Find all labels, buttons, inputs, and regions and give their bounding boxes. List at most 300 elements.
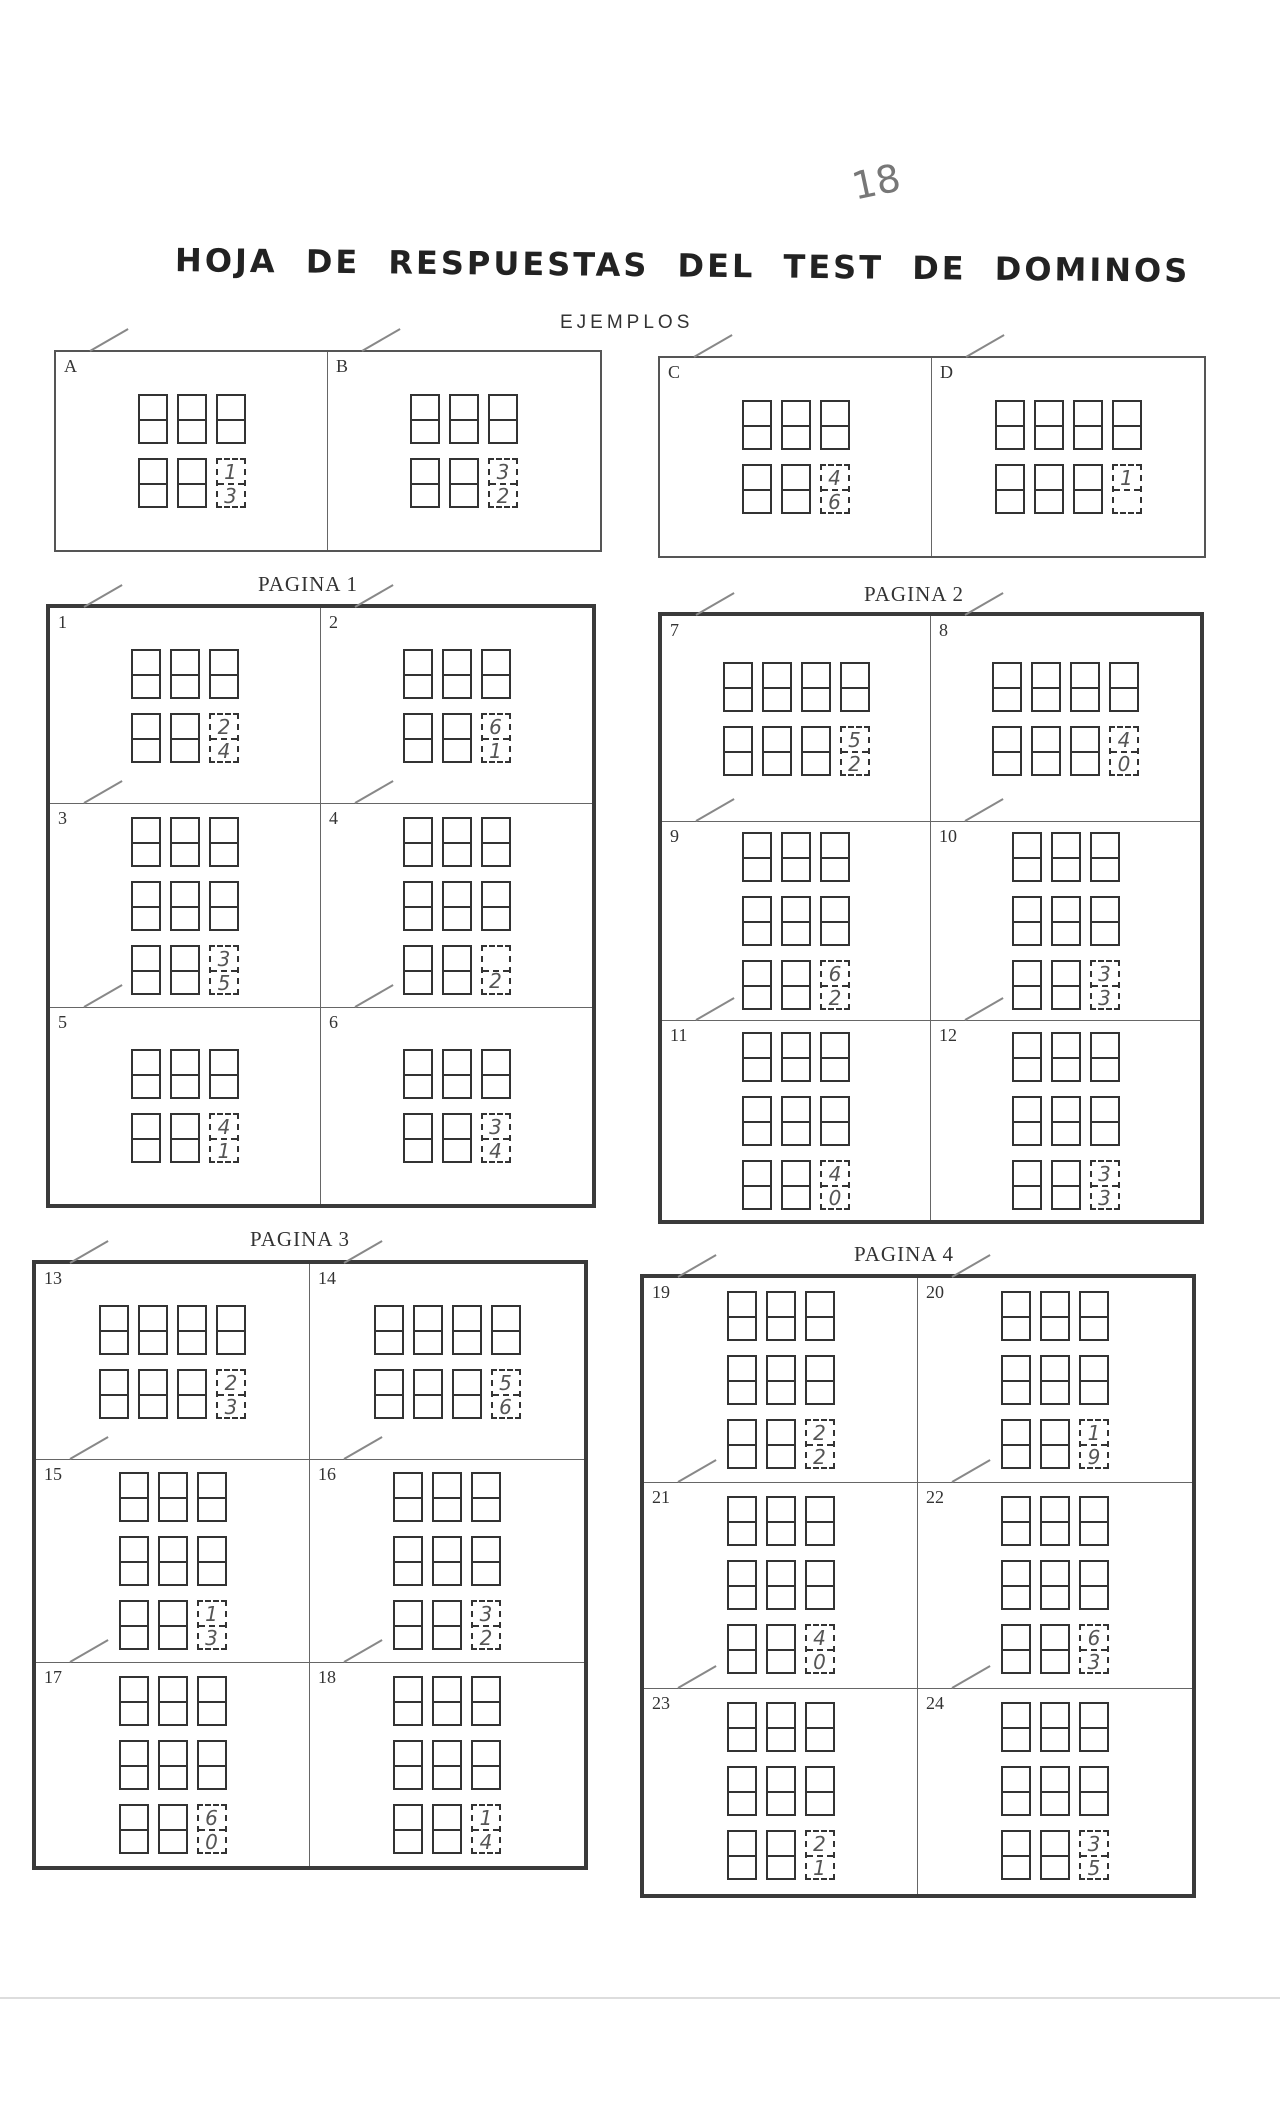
domino-pattern [393,1676,501,1854]
domino-tile [471,1740,501,1790]
domino-row [403,945,511,995]
check-mark-icon [694,334,733,358]
domino-tile [197,1676,227,1726]
domino-tile [1112,400,1142,450]
answer-top-value: 3 [217,946,231,971]
item-number: 7 [670,620,679,641]
domino-tile [723,662,753,712]
answer-domino[interactable] [1079,1624,1109,1674]
item-number: A [64,356,77,377]
answer-domino[interactable] [1079,1830,1109,1880]
answer-top-value: 6 [205,1805,218,1830]
answer-domino[interactable] [1112,464,1142,514]
domino-tile [1079,1702,1109,1752]
domino-tile [781,400,811,450]
answer-top-value: 2 [224,1370,238,1395]
domino-tile [197,1740,227,1790]
domino-row [727,1419,835,1469]
domino-tile [449,458,479,508]
domino-row [1012,832,1120,882]
domino-tile [449,394,479,444]
domino-row [138,458,246,508]
item-number: 18 [318,1667,336,1688]
domino-tile [1090,896,1120,946]
item-number: 13 [44,1268,62,1289]
domino-tile [99,1369,129,1419]
domino-tile [1109,662,1139,712]
domino-tile [805,1702,835,1752]
item-number: 3 [58,808,67,829]
domino-item [36,1460,310,1663]
domino-tile [374,1369,404,1419]
domino-tile [992,662,1022,712]
domino-tile [216,394,246,444]
domino-tile [1012,960,1042,1010]
domino-row [393,1740,501,1790]
page-3-panel [32,1260,588,1870]
domino-tile [805,1291,835,1341]
answer-bottom-value: 3 [1087,1650,1101,1675]
domino-pattern [727,1702,835,1880]
domino-row [131,1113,239,1163]
item-number: D [940,362,953,383]
answer-domino[interactable] [1090,960,1120,1010]
domino-tile [1031,662,1061,712]
domino-row [1012,960,1120,1010]
domino-tile [410,458,440,508]
domino-row [403,649,511,699]
domino-tile [1070,662,1100,712]
domino-row [374,1369,521,1419]
domino-pattern [742,400,850,514]
item-number: 23 [652,1693,670,1714]
answer-domino[interactable] [481,713,511,763]
domino-tile [781,960,811,1010]
domino-pattern [403,817,511,995]
domino-pattern [138,394,246,508]
item-number: 5 [58,1012,67,1033]
domino-tile [1012,1160,1042,1210]
domino-row [119,1536,227,1586]
answer-bottom-value: 3 [224,1394,238,1419]
domino-tile [805,1560,835,1610]
answer-bottom-value: 5 [1087,1856,1101,1881]
answer-domino[interactable] [805,1419,835,1469]
domino-tile [727,1702,757,1752]
domino-tile [1012,1096,1042,1146]
domino-tile [170,1049,200,1099]
domino-tile [1040,1496,1070,1546]
item-number: 14 [318,1268,336,1289]
answer-domino[interactable] [197,1804,227,1854]
answer-top-value: 6 [489,714,502,739]
answer-domino[interactable] [209,945,239,995]
domino-item [310,1264,584,1460]
item-number: 12 [939,1025,957,1046]
answer-domino[interactable] [1090,1160,1120,1210]
domino-tile [177,394,207,444]
domino-tile [766,1419,796,1469]
domino-tile [209,649,239,699]
domino-pattern [727,1496,835,1674]
domino-item [644,1689,918,1894]
domino-row [131,881,239,931]
item-number: 17 [44,1667,62,1688]
domino-row [403,1049,511,1099]
domino-tile [1040,1702,1070,1752]
domino-tile [992,726,1022,776]
domino-tile [131,945,161,995]
answer-domino[interactable] [471,1804,501,1854]
domino-tile [1051,1096,1081,1146]
domino-pattern [410,394,518,508]
domino-tile [1073,464,1103,514]
domino-row [1001,1291,1109,1341]
domino-tile [1051,1160,1081,1210]
domino-tile [471,1472,501,1522]
domino-tile [1040,1355,1070,1405]
answer-domino[interactable] [1079,1419,1109,1469]
domino-tile [727,1419,757,1469]
domino-tile [119,1676,149,1726]
domino-tile [442,1113,472,1163]
domino-row [374,1305,521,1355]
domino-tile [781,832,811,882]
domino-tile [413,1369,443,1419]
domino-item [50,608,321,804]
domino-pattern [742,1032,850,1210]
answer-domino[interactable] [481,1113,511,1163]
domino-tile [727,1624,757,1674]
handwritten-mark: 18 [847,155,905,209]
domino-tile [131,817,161,867]
domino-tile [742,1032,772,1082]
domino-tile [393,1740,423,1790]
domino-tile [1001,1560,1031,1610]
domino-item [644,1483,918,1688]
domino-tile [209,1049,239,1099]
answer-top-value: 1 [205,1602,218,1626]
domino-row [723,726,870,776]
answer-bottom-value: 4 [479,1829,493,1854]
answer-bottom-value: 4 [217,738,231,763]
domino-pattern [403,1049,511,1163]
item-number: 15 [44,1464,62,1485]
answer-top-value: 2 [813,1421,826,1446]
domino-tile [403,945,433,995]
domino-tile [432,1536,462,1586]
answer-bottom-value: 9 [1087,1445,1101,1470]
domino-row [119,1472,227,1522]
domino-item [310,1663,584,1866]
domino-row [727,1702,835,1752]
answer-top-value: 3 [1098,1161,1111,1186]
domino-row [131,1049,239,1099]
answer-bottom-value [1114,490,1140,512]
answer-domino[interactable] [471,1600,501,1650]
answer-top-value: 1 [224,460,237,484]
domino-tile [209,817,239,867]
domino-row [1012,896,1120,946]
answer-top-value: 4 [217,1115,231,1139]
domino-tile [481,881,511,931]
domino-row [742,832,850,882]
domino-tile [766,1496,796,1546]
domino-tile [413,1305,443,1355]
domino-tile [138,458,168,508]
domino-item [932,358,1204,556]
check-mark-icon [90,328,129,352]
domino-tile [158,1676,188,1726]
answer-top-value: 4 [1117,727,1131,752]
domino-row [1001,1419,1109,1469]
domino-tile [119,1740,149,1790]
domino-tile [1040,1830,1070,1880]
domino-pattern [742,832,850,1010]
domino-tile [393,1676,423,1726]
answer-domino[interactable] [209,713,239,763]
domino-item [660,358,932,556]
domino-item [36,1264,310,1460]
domino-tile [410,394,440,444]
domino-row [727,1830,835,1880]
domino-tile [99,1305,129,1355]
answer-domino[interactable] [805,1830,835,1880]
domino-tile [393,1472,423,1522]
domino-tile [471,1536,501,1586]
answer-top-value: 4 [813,1626,826,1651]
domino-item [662,822,931,1021]
domino-tile [742,1160,772,1210]
answer-bottom-value: 4 [489,1139,502,1163]
domino-pattern [723,662,870,776]
domino-tile [158,1740,188,1790]
domino-tile [1034,400,1064,450]
domino-tile [1012,1032,1042,1082]
domino-tile [1079,1496,1109,1546]
domino-tile [727,1355,757,1405]
answer-domino[interactable] [820,464,850,514]
domino-tile [1079,1560,1109,1610]
domino-row [131,649,239,699]
domino-tile [138,394,168,444]
domino-tile [177,1305,207,1355]
domino-row [742,960,850,1010]
domino-tile [1090,1032,1120,1082]
domino-pattern [1001,1496,1109,1674]
domino-tile [801,662,831,712]
answer-domino[interactable] [209,1113,239,1163]
domino-tile [119,1472,149,1522]
domino-tile [762,726,792,776]
item-number: 16 [318,1464,336,1485]
answer-top-value: 4 [828,466,841,490]
domino-tile [393,1536,423,1586]
item-number: 11 [670,1025,687,1046]
answer-bottom-value: 0 [828,1185,842,1210]
domino-row [119,1600,227,1650]
answer-bottom-value: 2 [479,1626,493,1650]
domino-tile [1079,1766,1109,1816]
answer-bottom-value: 6 [828,490,841,514]
domino-pattern [131,649,239,763]
domino-tile [488,394,518,444]
domino-tile [1034,464,1064,514]
answer-domino[interactable] [216,1369,246,1419]
domino-tile [723,726,753,776]
answer-bottom-value: 5 [217,970,231,995]
domino-tile [158,1804,188,1854]
domino-row [393,1536,501,1586]
domino-tile [119,1536,149,1586]
domino-pattern [131,1049,239,1163]
domino-tile [131,881,161,931]
domino-pattern [1012,832,1120,1010]
domino-tile [1040,1560,1070,1610]
domino-tile [1040,1419,1070,1469]
domino-tile [805,1766,835,1816]
page-3-label: PAGINA 3 [250,1227,350,1251]
answer-top-value: 1 [1087,1421,1101,1446]
domino-tile [1051,960,1081,1010]
answer-bottom-value: 0 [1117,751,1131,776]
domino-tile [1090,1096,1120,1146]
domino-tile [170,1113,200,1163]
domino-row [727,1496,835,1546]
domino-row [1012,1096,1120,1146]
answer-domino[interactable] [840,726,870,776]
domino-item [931,1021,1200,1220]
item-number: 6 [329,1012,338,1033]
domino-tile [403,1113,433,1163]
domino-tile [742,832,772,882]
domino-tile [481,649,511,699]
domino-tile [742,896,772,946]
answer-domino[interactable] [488,458,518,508]
domino-item [931,822,1200,1021]
check-mark-icon [965,592,1004,616]
item-number: 8 [939,620,948,641]
domino-pattern [131,817,239,995]
item-number: 20 [926,1282,944,1303]
domino-item [50,1008,321,1204]
answer-bottom-value: 2 [489,968,502,993]
domino-row [119,1740,227,1790]
domino-row [995,400,1142,450]
domino-row [131,713,239,763]
domino-row [995,464,1142,514]
domino-row [119,1804,227,1854]
domino-tile [393,1804,423,1854]
domino-tile [1079,1355,1109,1405]
answer-bottom-value: 0 [813,1650,826,1675]
page-1-label: PAGINA 1 [258,572,358,596]
answer-domino[interactable] [197,1600,227,1650]
domino-tile [1051,1032,1081,1082]
domino-tile [805,1355,835,1405]
domino-tile [1040,1624,1070,1674]
domino-row [131,945,239,995]
domino-tile [197,1536,227,1586]
domino-tile [452,1305,482,1355]
domino-tile [442,881,472,931]
domino-row [742,1096,850,1146]
answer-domino[interactable] [216,458,246,508]
domino-row [99,1369,246,1419]
answer-domino[interactable] [481,945,511,995]
domino-tile [1051,832,1081,882]
domino-tile [158,1536,188,1586]
domino-tile [1001,1702,1031,1752]
domino-tile [727,1496,757,1546]
domino-tile [481,1049,511,1099]
domino-row [1012,1032,1120,1082]
domino-pattern [374,1305,521,1419]
domino-row [403,881,511,931]
domino-row [138,394,246,444]
answer-domino[interactable] [805,1624,835,1674]
domino-tile [403,817,433,867]
domino-tile [131,1049,161,1099]
domino-item [328,352,600,550]
domino-pattern [1012,1032,1120,1210]
examples-heading: EJEMPLOS [560,312,694,333]
domino-row [727,1766,835,1816]
domino-tile [742,1096,772,1146]
item-number: 19 [652,1282,670,1303]
answer-bottom-value: 2 [828,986,842,1010]
domino-tile [742,400,772,450]
check-mark-icon [84,584,123,608]
domino-tile [727,1766,757,1816]
domino-tile [403,713,433,763]
domino-tile [727,1560,757,1610]
page-1-panel [46,604,596,1208]
domino-row [393,1472,501,1522]
answer-domino[interactable] [820,1160,850,1210]
domino-tile [1012,832,1042,882]
item-number: 9 [670,826,679,847]
page-2-panel [658,612,1204,1224]
answer-bottom-value: 2 [813,1445,826,1470]
domino-item [321,1008,592,1204]
domino-tile [781,896,811,946]
domino-tile [403,881,433,931]
item-number: 24 [926,1693,944,1714]
answer-domino[interactable] [820,960,850,1010]
answer-top-value: 3 [1098,962,1111,986]
domino-tile [442,817,472,867]
domino-tile [781,1160,811,1210]
examples-panel-left [54,350,602,552]
answer-domino[interactable] [1109,726,1139,776]
domino-tile [158,1600,188,1650]
domino-tile [1012,896,1042,946]
domino-tile [781,1032,811,1082]
domino-row [99,1305,246,1355]
domino-row [742,464,850,514]
domino-row [393,1676,501,1726]
domino-tile [432,1740,462,1790]
domino-tile [1040,1766,1070,1816]
answer-top-value: 3 [489,1115,502,1139]
page-4-label: PAGINA 4 [854,1242,954,1266]
answer-top-value [483,947,509,969]
answer-domino[interactable] [491,1369,521,1419]
domino-item [918,1278,1192,1483]
check-mark-icon [952,1254,991,1278]
answer-top-value: 2 [813,1832,826,1857]
